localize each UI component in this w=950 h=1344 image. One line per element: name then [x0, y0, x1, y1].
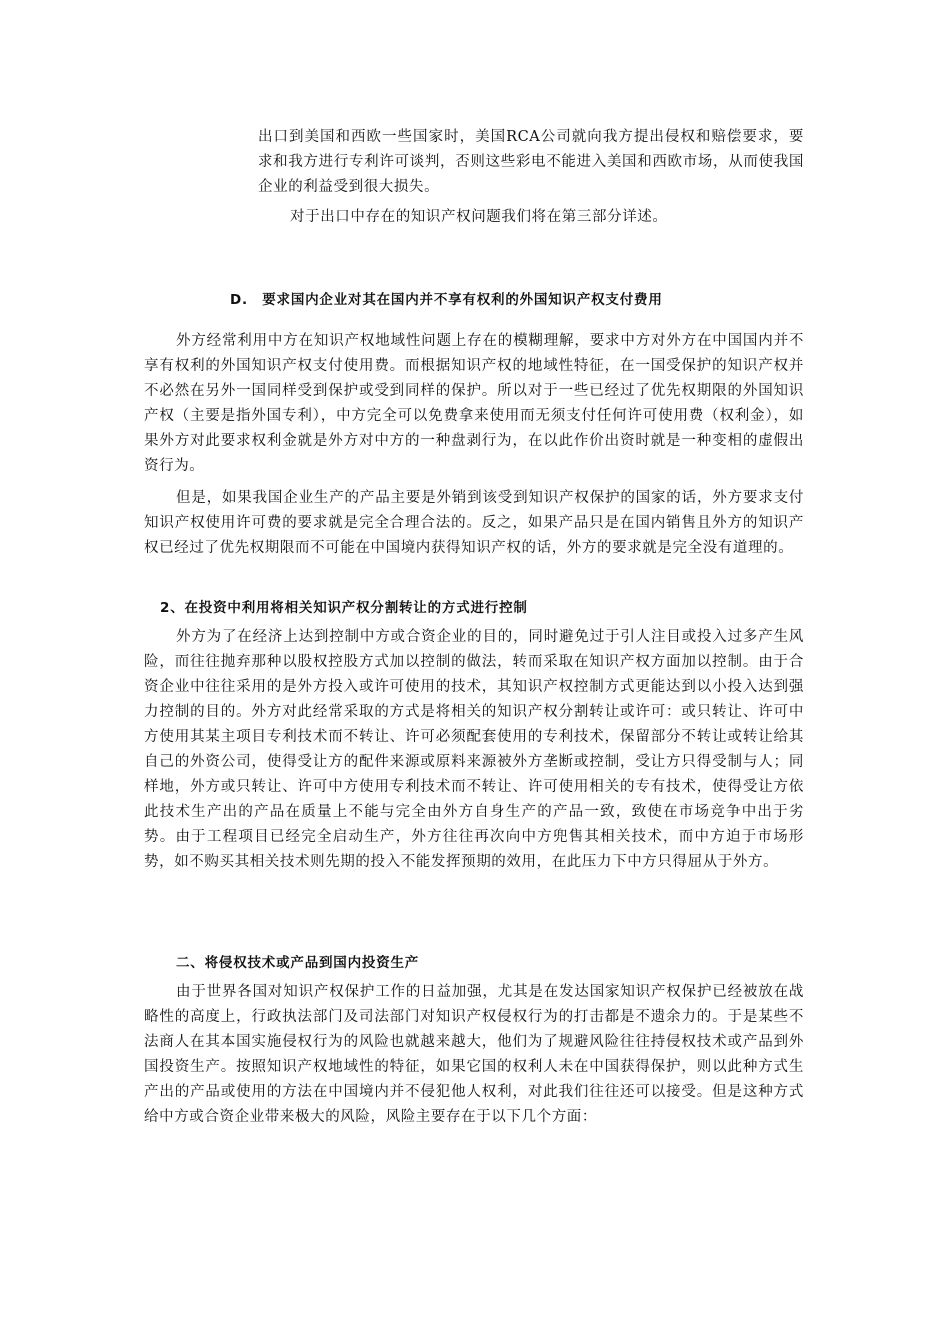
paragraph-export-note: 对于出口中存在的知识产权问题我们将在第三部分详述。	[290, 209, 668, 225]
heading-section-d: D. 要求国内企业对其在国内并不享有权利的外国知识产权支付费用	[230, 292, 663, 308]
heading-section-two: 二、将侵权技术或产品到国内投资生产	[176, 955, 420, 971]
paragraph-split-transfer: 外方为了在经济上达到控制中方或合资企业的目的，同时避免过于引人注目或投入过多产生风险，而往往抛弃那种以股权控股方式加以控制的做法，转而采取在知识产权方面加以控制。由于合资企业中往往采用的是外方投入或许可使用的技术，其知识产权控制方式更能达到以小投入达到强力控制的目的。外方对此经常采取的方式是将相关的知识产权分割转让或许可：或只转让、许可中方使用其某主项目专利技术而不转让、许可必须配套使用的专利技术，保留部分不转让或转让给其自己的外资公司，使得受让方的配件来源或原料来源被外方垄断或控制，受让方只得受制与人；同样地，外方或只转让、许可中方使用专利技术而不转让、许可使用相关的专有技术，使得受让方依此技术生产出的产品在质量上不能与完全由外方自身生产的产品一致，致使在市场竞争中出于劣势。由于工程项目已经完全启动生产，外方往往再次向中方兜售其相关技术，而中方迫于市场形势，如不购买其相关技术则先期的投入不能发挥预期的效用，在此压力下中方只得屈从于外方。	[144, 629, 804, 870]
paragraph-export-exception: 但是，如果我国企业生产的产品主要是外销到该受到知识产权保护的国家的话，外方要求支付知识产权使用许可费的要求就是完全合理合法的。反之，如果产品只是在国内销售且外方的知识产权已经过了优先权期限而不可能在中国境内获得知识产权的话，外方的要求就是完全没有道理的。	[144, 490, 804, 556]
paragraph-infringing-investment: 由于世界各国对知识产权保护工作的日益加强，尤其是在发达国家知识产权保护已经被放在战略性的高度上，行政执法部门及司法部门对知识产权侵权行为的打击都是不遗余力的。于是某些不法商人在其本国实施侵权行为的风险也就越来越大，他们为了规避风险往往持侵权技术或产品到外国投资生产。按照知识产权地域性的特征，如果它国的权利人未在中国获得保护，则以此种方式生产出的产品或使用的方法在中国境内并不侵犯他人权利，对此我们往往还可以接受。但是这种方式给中方或合资企业带来极大的风险，风险主要存在于以下几个方面：	[144, 984, 804, 1125]
paragraph-rca-export: 出口到美国和西欧一些国家时，美国RCA公司就向我方提出侵权和赔偿要求，要求和我方进行专利许可谈判，否则这些彩电不能进入美国和西欧市场，从而使我国企业的利益受到很大损失。	[258, 129, 804, 195]
paragraph-territoriality: 外方经常利用中方在知识产权地域性问题上存在的模糊理解，要求中方对外方在中国国内并不享有权利的外国知识产权支付使用费。而根据知识产权的地域性特征，在一国受保护的知识产权并不必然在另外一国同样受到保护或受到同样的保护。所以对于一些已经过了优先权期限的外国知识产权（主要是指外国专利），中方完全可以免费拿来使用而无须支付任何许可使用费（权利金），如果外方对此要求权利金就是外方对中方的一种盘剥行为，在以此作价出资时就是一种变相的虚假出资行为。	[144, 333, 804, 474]
heading-item-2: 2、在投资中利用将相关知识产权分割转让的方式进行控制	[160, 600, 528, 616]
